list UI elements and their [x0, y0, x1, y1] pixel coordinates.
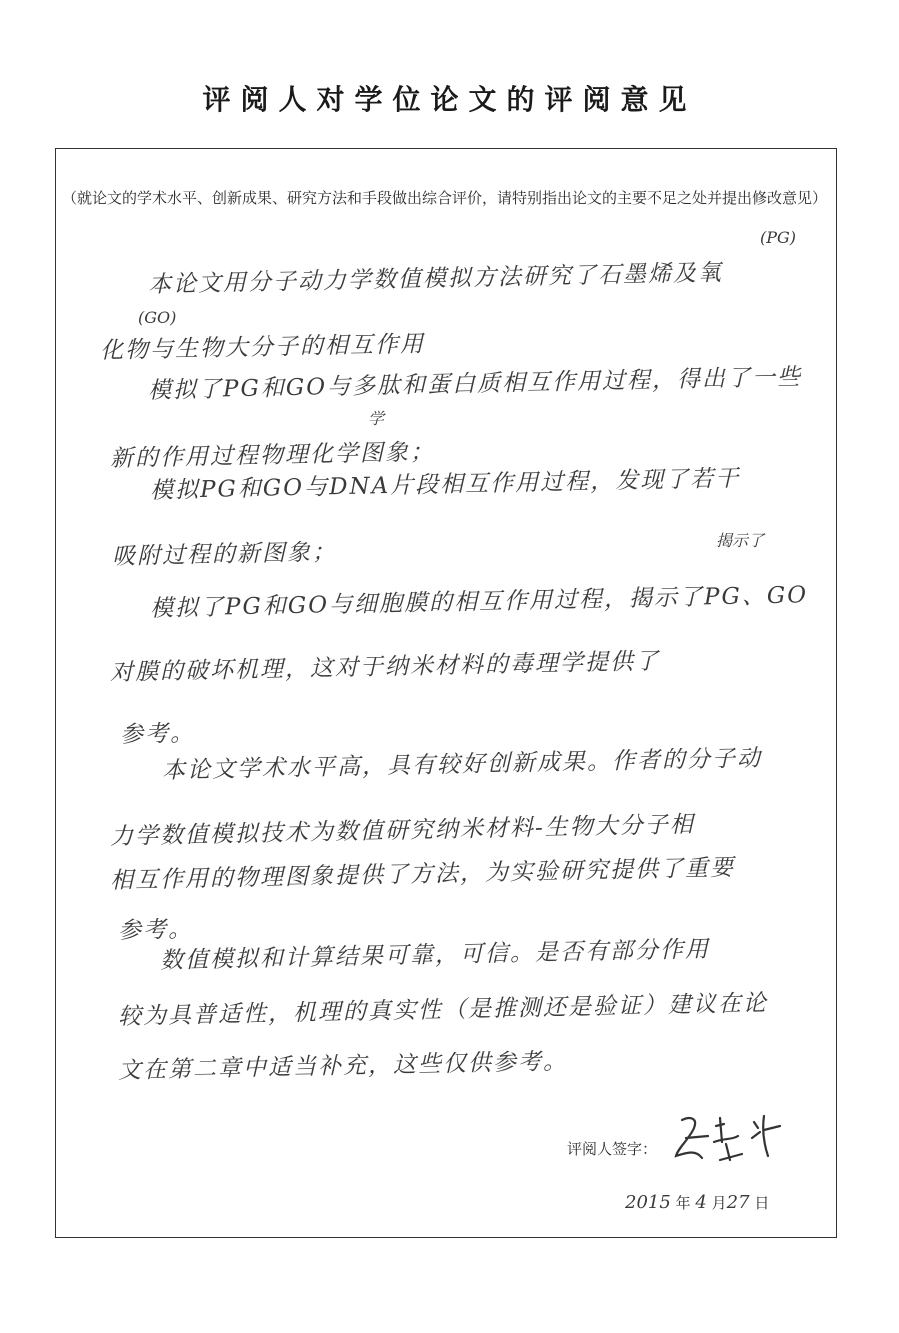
- instruction-text: （就论文的学术水平、创新成果、研究方法和手段做出综合评价，请特别指出论文的主要不足之处并提出修改意见）: [62, 189, 828, 207]
- signature-mark: [668, 1108, 788, 1168]
- annotation-go: (GO): [138, 308, 177, 327]
- review-line: 本论文用分子动力学数值模拟方法研究了石墨烯及氧: [147, 259, 724, 298]
- date-day: 27: [726, 1192, 750, 1213]
- review-line: 模拟了PG和GO与细胞膜的相互作用过程，揭示了PG、GO: [149, 582, 809, 622]
- review-line: 吸附过程的新图象；: [111, 539, 338, 570]
- review-line: 新的作用过程物理化学图象；: [109, 439, 436, 472]
- review-line: 模拟了PG和GO与多肽和蛋白质相互作用过程，得出了一些: [147, 364, 803, 404]
- annotation-jieshi: 揭示了: [716, 531, 765, 550]
- date-year: 2015: [625, 1192, 671, 1213]
- date-month-suffix: 月: [711, 1194, 727, 1212]
- date-year-suffix: 年: [675, 1194, 691, 1212]
- review-line: 参考。: [117, 916, 194, 944]
- annotation-xue: 学: [368, 409, 385, 428]
- review-line: 文在第二章中适当补充，这些仅供参考。: [117, 1048, 569, 1084]
- review-line: 模拟PG和GO与DNA片段相互作用过程，发现了若干: [149, 465, 741, 504]
- review-date: [625, 1192, 769, 1213]
- review-line: 对膜的破坏机理，这对于纳米材料的毒理学提供了: [109, 648, 661, 686]
- review-line: 力学数值模拟技术为数值研究纳米材料-生物大分子相: [109, 811, 695, 850]
- signature-label: 评阅人签字：: [567, 1140, 658, 1158]
- annotation-pg: (PG): [760, 228, 797, 247]
- review-line: 较为具普适性，机理的真实性（是推测还是验证）建议在论: [117, 990, 769, 1030]
- review-line: 相互作用的物理图象提供了方法，为实验研究提供了重要: [109, 854, 736, 894]
- date-month: 4: [695, 1192, 707, 1213]
- review-line: 数值模拟和计算结果可靠，可信。是否有部分作用: [159, 936, 711, 974]
- date-day-suffix: 日: [754, 1194, 770, 1212]
- review-line: 本论文学术水平高，具有较好创新成果。作者的分子动: [161, 745, 763, 784]
- review-line: 参考。: [119, 720, 196, 748]
- page-title: 评阅人对学位论文的评阅意见: [202, 83, 697, 116]
- review-line: 化物与生物大分子的相互作用: [99, 331, 426, 364]
